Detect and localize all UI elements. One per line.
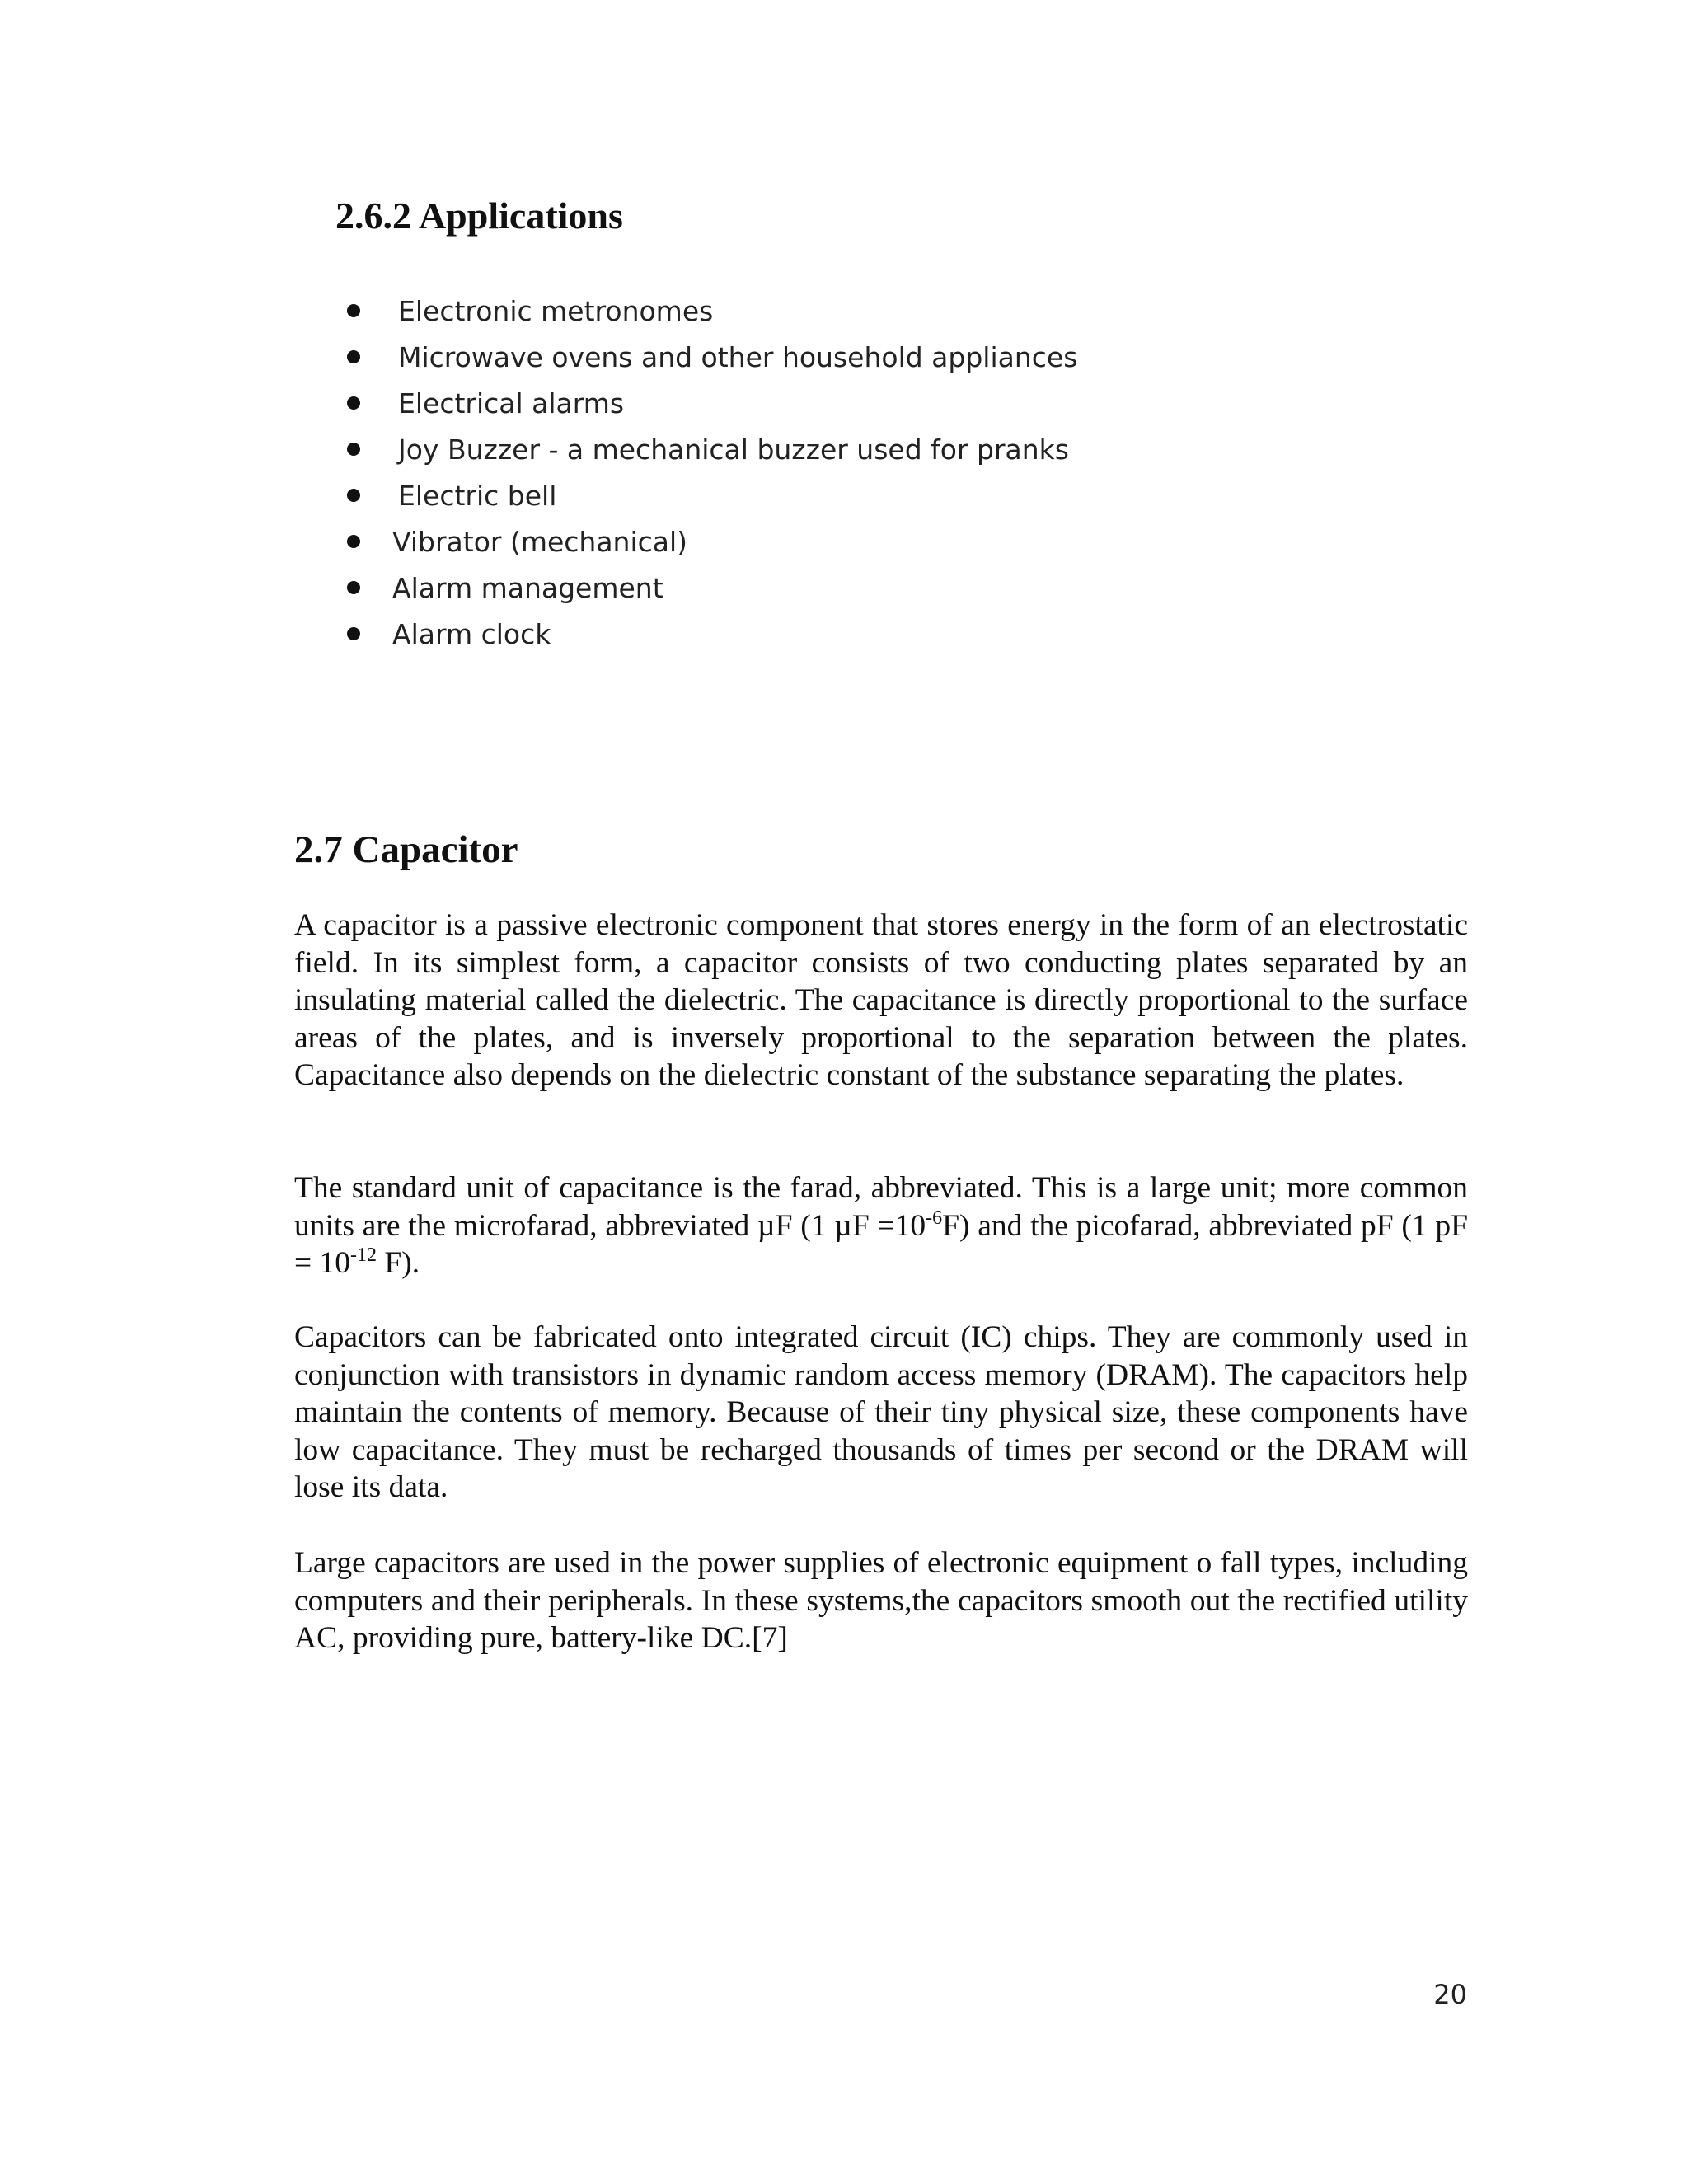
list-item-text: Electronic metronomes (398, 295, 714, 327)
exponent-superscript: -6 (926, 1207, 943, 1229)
capacitor-paragraph-definition: A capacitor is a passive electronic component that stores energy in the form of an electrostatic field. In its simplest form, a capacitor consists of two conducting plates separated by an insulating material called the dielectric. The capacitance is directly proportional to the surface areas of the plates, and is inversely proportional to the separation between the plates. Capacitance also depends on the dielectric constant of the substance separating the plates. (294, 908, 1468, 1093)
capacitor-heading: 2.7 Capacitor (294, 828, 518, 871)
page-number: 20 (1433, 1979, 1467, 2010)
applications-heading: 2.6.2 Applications (335, 194, 623, 237)
exponent-superscript: -12 (350, 1244, 377, 1267)
list-item-text: Joy Buzzer - a mechanical buzzer used for pranks (398, 434, 1069, 466)
bullet-icon (347, 396, 360, 410)
bullet-icon (347, 627, 360, 640)
units-text-part: F) and the picofarad, abbreviated pF (1 pF = 10 (294, 1208, 1469, 1281)
capacitor-paragraph-power-supplies: Large capacitors are used in the power supplies of electronic equipment o fall types, including computers and their peripherals. In these systems,the capacitors smooth out the rectified utility AC, providing pure, battery-like DC.[7] (294, 1546, 1468, 1656)
bullet-icon (347, 535, 360, 548)
units-text-part: The standard unit of capacitance is the farad, abbreviated. This is a large unit; more common units are the microfarad, abbreviated µF (1 µF =10 (294, 1171, 1468, 1243)
list-item-text: Vibrator (mechanical) (392, 526, 688, 558)
bullet-icon (347, 443, 360, 456)
bullet-icon (347, 489, 360, 502)
bullet-icon (347, 350, 360, 363)
units-text-part: F). (377, 1246, 420, 1281)
list-item-text: Alarm clock (392, 618, 551, 650)
bullet-icon (347, 304, 360, 317)
list-item-text: Electrical alarms (398, 387, 625, 419)
list-item-text: Alarm management (392, 572, 663, 604)
list-item-text: Electric bell (398, 480, 557, 512)
bullet-icon (347, 581, 360, 594)
capacitor-paragraph-units (294, 1169, 1468, 1282)
list-item-text: Microwave ovens and other household appliances (398, 341, 1078, 373)
capacitor-paragraph-dram: Capacitors can be fabricated onto integrated circuit (IC) chips. They are commonly used in conjunction with transistors in dynamic random access memory (DRAM). The capacitors help maintain the contents of memory. Because of their tiny physical size, these components have low capacitance. They must be recharged thousands of times per second or the DRAM will lose its data. (294, 1320, 1468, 1505)
